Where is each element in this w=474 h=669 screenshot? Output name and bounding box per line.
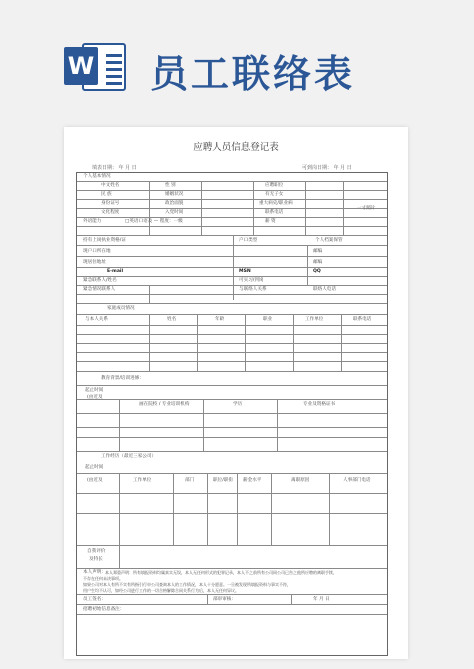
label-id-number: 身份证号: [101, 201, 120, 206]
label-emergency-phone: 可实习/到岗: [239, 278, 264, 283]
registration-grid: [76, 172, 388, 656]
edu-col-school: 画在院校 / 专业培训机构: [139, 402, 190, 407]
fill-date-label: 填表日期： 年 月 日: [92, 165, 137, 171]
edu-col-period-sub: (由近及: [87, 395, 103, 400]
statement-line-1: 本人郑重声明：所有填报资料均属真实无误，本人无任何形式的犯罪记录，本人不之前所有公司同公司已告之他所应聘的离职手续，: [105, 570, 337, 575]
statement-line-3: 如果公司对本人有所不实有所指引行申公司查询本人的工作情况，本人十分愿意。一旦被发现所填报资料与事实不符，: [83, 582, 291, 587]
label-gender: 性 别: [165, 183, 176, 188]
family-col-job: 职业: [263, 317, 273, 322]
edu-col-degree: 学历: [233, 402, 243, 407]
label-contact-phone: 联系电话: [265, 210, 284, 215]
label-other-cert: □英语口语及 — 程度：一级: [125, 219, 183, 224]
label-hukou-address: 现户口所在地: [83, 249, 111, 254]
form-title: 应聘人员信息登记表: [193, 142, 279, 153]
label-emergency-person: 紧急情况联系人: [83, 287, 116, 292]
statement-line-4: 用户生均不认可，如经公司进行工作的一切合格解除合同关系行为后，本人无任何异议。: [83, 588, 239, 593]
section-self-eval: 自我评价: [87, 549, 106, 554]
signature-date-label: 年 月 日: [313, 597, 330, 602]
label-hire-date: 入党时间: [165, 210, 184, 215]
hr-note-label: 招聘初始信息备注：: [83, 607, 125, 612]
section-family: 家庭成员情况: [107, 306, 135, 311]
statement-line-2: 不存在任何未决事项。: [83, 576, 123, 581]
available-date-label: 可到岗日期： 年 月 日: [302, 165, 352, 171]
self-eval-sub: 及特长: [89, 557, 103, 562]
document-banner: [0, 0, 474, 120]
work-col-period-sub: (由近及: [87, 478, 103, 483]
label-qq: QQ: [313, 269, 321, 274]
label-education-level: 文化程度: [101, 210, 120, 215]
label-msn: MSN: [239, 269, 251, 274]
label-relation: 与联络人关系: [239, 287, 267, 292]
work-col-reference: 人事部门电话: [343, 478, 371, 483]
banner-title: 员工联络表: [150, 52, 356, 96]
label-ethnicity: 民 族: [101, 192, 112, 197]
form-paper: [64, 127, 408, 659]
label-salary: 薪 资: [265, 219, 276, 224]
label-cert-held: 持有上岗执业资格/证: [83, 238, 126, 243]
label-postcode-2: 邮编: [313, 260, 323, 265]
label-marital: 婚姻状况: [165, 192, 184, 197]
work-col-salary: 薪金水平: [243, 478, 262, 483]
label-emergency-contact-name: 紧急联系人/姓名: [83, 278, 117, 283]
edu-col-period: 起止时间: [85, 388, 104, 393]
label-position-applied: 应聘职位: [265, 183, 284, 188]
work-col-dept: 部门: [185, 478, 195, 483]
family-col-relation: 与本人关系: [85, 317, 108, 322]
label-email: E-mail: [107, 269, 124, 274]
section-statement: 本人声明：: [83, 570, 106, 575]
work-col-company: 工作单位: [133, 478, 152, 483]
label-chinese-name: 中文姓名: [101, 183, 120, 188]
family-col-phone: 联系电话: [353, 317, 372, 322]
hr-review-label: 部审审核：: [213, 597, 236, 602]
label-major-illness: 重大病史/职业病: [259, 201, 293, 206]
work-col-reason: 离职原因: [291, 478, 310, 483]
photo-box-label: 一寸照片: [357, 206, 376, 211]
word-letter-badge: W: [64, 47, 98, 85]
label-personal-qual: 个人档案保管: [315, 238, 343, 243]
edu-col-major: 专业及资格证书: [303, 402, 336, 407]
work-col-title: 职位/职衔: [213, 478, 233, 483]
section-work: 工作经历（最近三家公司）: [101, 454, 157, 459]
family-col-age: 年龄: [215, 317, 225, 322]
employee-signature-label: 员工签名：: [83, 597, 106, 602]
section-personal: 个人基本情况: [83, 174, 111, 179]
section-education: 教育背景/培训进修：: [101, 376, 144, 381]
label-hukou-type: 户口类型: [239, 238, 258, 243]
label-current-address: 现居住地址: [83, 260, 106, 265]
label-postcode-1: 邮编: [313, 249, 323, 254]
label-foreign-language: 外语能力: [83, 219, 102, 224]
family-col-name: 姓名: [167, 317, 177, 322]
label-contact-phone-2: 联络人电话: [313, 287, 336, 292]
family-col-company: 工作单位: [305, 317, 324, 322]
label-has-children: 有无子女: [265, 192, 284, 197]
word-document-icon: [64, 41, 126, 93]
work-col-period: 起止时间: [85, 465, 104, 470]
label-political: 政治面貌: [165, 201, 184, 206]
